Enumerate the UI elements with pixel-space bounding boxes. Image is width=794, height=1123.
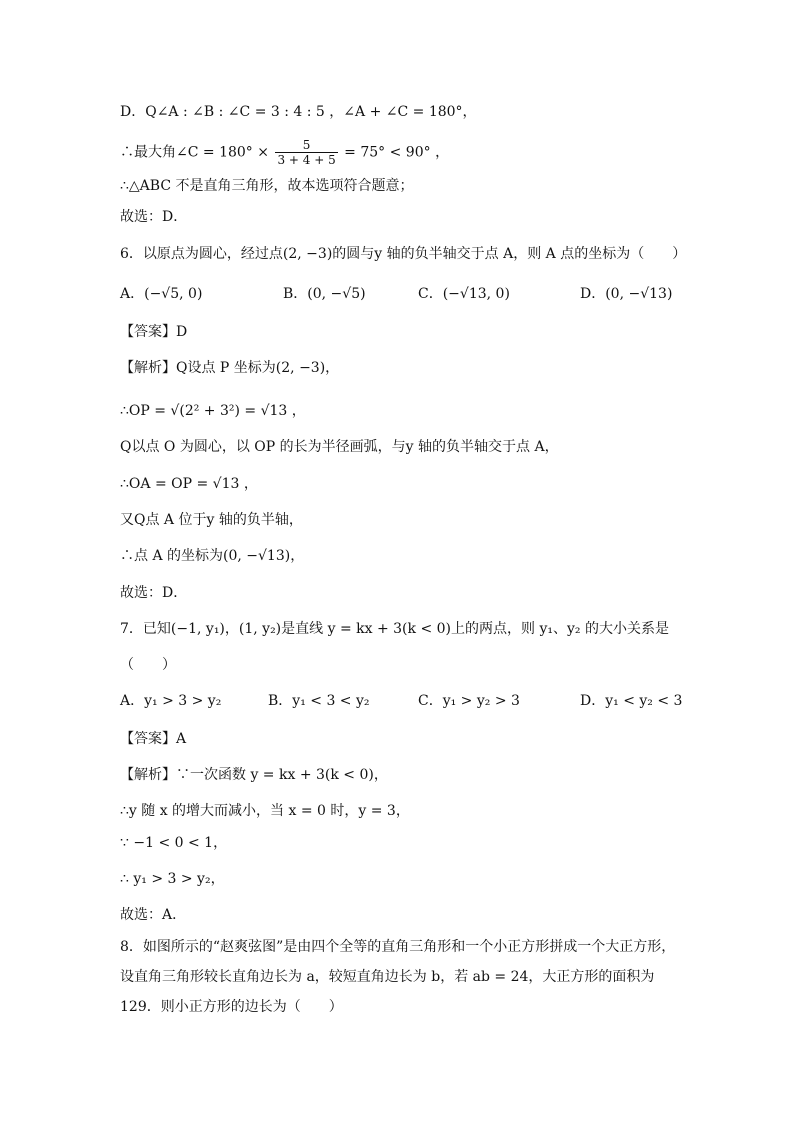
- question-8-line-1: 8．如图所示的“赵爽弦图”是由四个全等的直角三角形和一个小正方形拼成一个大正方形，: [120, 939, 676, 955]
- q7-option-b: B．y₁ < 3 < y₂: [268, 693, 370, 709]
- q7-explanation-1: 【解析】∵一次函数 y = kx + 3(k < 0)，: [120, 767, 388, 783]
- q7-option-a: A．y₁ > 3 > y₂: [120, 693, 222, 709]
- q7-answer: 【答案】A: [120, 731, 187, 747]
- line-not-right-triangle: ∴△ABC 不是直角三角形，故本选项符合题意；: [120, 178, 414, 194]
- q7-explanation-3: ∵ −1 < 0 < 1，: [120, 835, 228, 851]
- q7-explanation-2: ∴y 随 x 的增大而减小，当 x = 0 时，y = 3，: [120, 803, 410, 819]
- fraction-denominator: 3 + 4 + 5: [277, 153, 336, 167]
- q7-option-d: D．y₁ < y₂ < 3: [580, 693, 683, 709]
- q6-option-c: C．(−√13, 0): [418, 286, 510, 302]
- q6-option-d: D．(0, −√13): [580, 286, 673, 302]
- q6-explanation-5: 又Q点 A 位于y 轴的负半轴，: [120, 512, 303, 528]
- q6-explanation-2: ∴OP = √(2² + 3²) = √13 ，: [120, 403, 306, 419]
- question-7-bracket: （ ）: [120, 657, 176, 673]
- fraction-numerator: 5: [302, 138, 311, 152]
- q7-option-c: C．y₁ > y₂ > 3: [418, 693, 520, 709]
- max-angle-text: ∴最大角∠C = 180° ×: [120, 144, 269, 161]
- q6-explanation-3: Q以点 O 为圆心，以 OP 的长为半径画弧，与y 轴的负半轴交于点 A，: [120, 439, 559, 455]
- q7-explanation-5: 故选：A．: [120, 907, 187, 923]
- question-8-line-3: 129．则小正方形的边长为（ ）: [120, 999, 343, 1015]
- q6-explanation-6: ∴点 A 的坐标为(0, −√13)，: [120, 548, 305, 564]
- line-d-option-angle-ratio: D．Q∠A : ∠B : ∠C = 3 : 4 : 5 ，∠A + ∠C = 180°，: [120, 104, 477, 120]
- q6-explanation-4: ∴OA = OP = √13 ，: [120, 476, 258, 492]
- q6-option-a: A．(−√5, 0): [120, 286, 203, 302]
- question-6: 6．以原点为圆心，经过点(2, −3)的圆与y 轴的负半轴交于点 A，则 A 点的坐标为（ ）: [120, 246, 687, 262]
- max-angle-result: = 75° < 90° ，: [344, 144, 450, 161]
- fraction: [275, 138, 337, 167]
- q6-answer: 【答案】D: [120, 324, 188, 340]
- question-7: 7．已知(−1, y₁)，(1, y₂)是直线 y = kx + 3(k < 0)上的两点，则 y₁、y₂ 的大小关系是: [120, 621, 669, 637]
- q7-explanation-4: ∴ y₁ > 3 > y₂，: [120, 871, 225, 887]
- line-max-angle: [120, 138, 449, 167]
- q6-explanation-7: 故选：D．: [120, 585, 188, 601]
- question-8-line-2: 设直角三角形较长直角边长为 a，较短直角边长为 b，若 ab = 24，大正方形的面积为: [120, 969, 655, 985]
- q6-option-b: B．(0, −√5): [283, 286, 366, 302]
- q6-explanation-1: 【解析】Q设点 P 坐标为(2, −3)，: [120, 360, 340, 376]
- line-choose-d: 故选：D．: [120, 209, 188, 225]
